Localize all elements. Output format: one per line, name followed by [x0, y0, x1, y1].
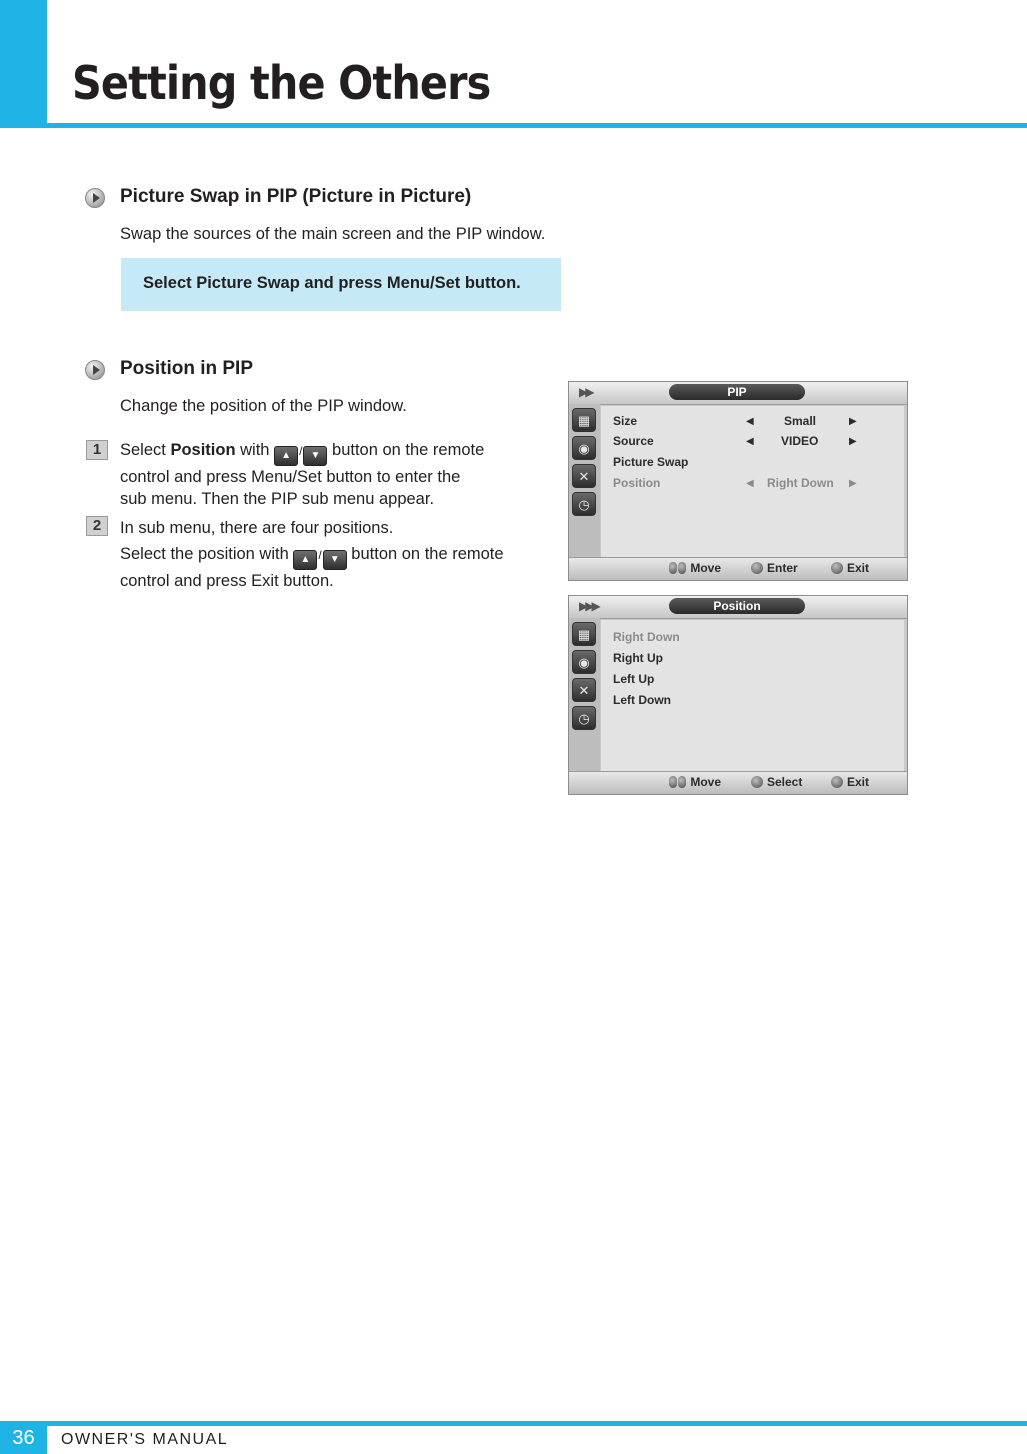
osd-content-panel	[601, 620, 904, 772]
enter-button-icon	[751, 562, 763, 574]
position-osd-menu	[568, 595, 908, 795]
down-arrow-key-icon: ▼	[323, 550, 347, 570]
step-number-2: 2	[86, 516, 108, 536]
step-1-line-2: control and press Menu/Set button to enter the	[120, 468, 461, 486]
up-arrow-key-icon: ▲	[274, 446, 298, 466]
osd-hint-move: Move	[669, 561, 721, 575]
step-1-line-3: sub menu. Then the PIP sub menu appear.	[120, 490, 435, 508]
osd-value-source: VIDEO	[781, 434, 819, 448]
step-1-line-1: Select Position with ▲ / ▼ button on the remote	[120, 439, 520, 466]
osd-title-bar	[569, 596, 907, 619]
left-arrow-icon: ◀	[746, 436, 754, 447]
osd-item-left-down[interactable]: Left Down	[613, 693, 671, 707]
up-down-button-icon	[669, 776, 677, 788]
section-bullet-icon	[85, 188, 105, 208]
osd-item-right-up[interactable]: Right Up	[613, 651, 663, 665]
header-accent-bar	[0, 0, 47, 124]
up-down-button-icon	[669, 562, 677, 574]
left-arrow-icon: ◀	[746, 478, 754, 489]
page-number: 36	[12, 1427, 35, 1449]
sound-menu-icon[interactable]: ◉	[572, 650, 596, 674]
osd-hint-exit: Exit	[831, 775, 869, 789]
osd-item-source[interactable]: Source	[613, 434, 654, 448]
right-arrow-icon: ▶	[849, 416, 857, 427]
right-arrow-icon: ▶	[849, 478, 857, 489]
osd-hint-bar	[569, 557, 907, 580]
tools-menu-icon[interactable]: ✕	[572, 464, 596, 488]
osd-item-left-up[interactable]: Left Up	[613, 672, 655, 686]
double-chevron-icon: ▶▶	[579, 385, 592, 399]
picture-menu-icon[interactable]: ▦	[572, 622, 596, 646]
step-2-text	[120, 517, 530, 592]
pip-osd-menu	[568, 381, 908, 581]
step-2-line-3: control and press Exit button.	[120, 572, 334, 590]
osd-hint-bar	[569, 771, 907, 794]
left-arrow-icon: ◀	[746, 416, 754, 427]
select-button-icon	[751, 776, 763, 788]
osd-title: Position	[669, 598, 805, 614]
picture-swap-description: Swap the sources of the main screen and the PIP window.	[120, 225, 546, 243]
up-down-button-icon	[678, 562, 686, 574]
up-arrow-key-icon: ▲	[293, 550, 317, 570]
down-arrow-key-icon: ▼	[303, 446, 327, 466]
section-heading-position: Position in PIP	[120, 358, 254, 379]
triple-chevron-icon: ▶▶▶	[579, 599, 598, 613]
footer-rule	[0, 1421, 1027, 1426]
osd-title-bar	[569, 382, 907, 405]
right-arrow-icon: ▶	[849, 436, 857, 447]
osd-sidebar	[569, 618, 600, 772]
header-rule	[0, 123, 1027, 128]
step-2-line-1: In sub menu, there are four positions.	[120, 519, 394, 537]
section-bullet-icon	[85, 360, 105, 380]
osd-hint-move: Move	[669, 775, 721, 789]
exit-button-icon	[831, 776, 843, 788]
exit-button-icon	[831, 562, 843, 574]
osd-item-picture-swap[interactable]: Picture Swap	[613, 455, 689, 469]
step-1-keyword: Position	[170, 441, 236, 459]
position-description: Change the position of the PIP window.	[120, 397, 407, 415]
osd-sidebar	[569, 404, 600, 558]
tools-menu-icon[interactable]: ✕	[572, 678, 596, 702]
osd-title: PIP	[669, 384, 805, 400]
time-menu-icon[interactable]: ◷	[572, 492, 596, 516]
osd-item-size[interactable]: Size	[613, 414, 638, 428]
osd-hint-select: Select	[751, 775, 802, 789]
osd-value-size: Small	[784, 414, 817, 428]
time-menu-icon[interactable]: ◷	[572, 706, 596, 730]
osd-value-position: Right Down	[767, 476, 834, 490]
step-number-1: 1	[86, 440, 108, 460]
picture-menu-icon[interactable]: ▦	[572, 408, 596, 432]
picture-swap-instruction: Select Picture Swap and press Menu/Set button.	[121, 258, 561, 311]
osd-hint-exit: Exit	[831, 561, 869, 575]
section-heading-picture-swap: Picture Swap in PIP (Picture in Picture)	[120, 186, 472, 207]
osd-content-panel	[601, 406, 904, 558]
osd-item-position[interactable]: Position	[613, 476, 661, 490]
up-down-button-icon	[678, 776, 686, 788]
osd-item-right-down[interactable]: Right Down	[613, 630, 680, 644]
step-1-text	[120, 439, 520, 510]
sound-menu-icon[interactable]: ◉	[572, 436, 596, 460]
step-2-line-2: Select the position with ▲ / ▼ button on the remote	[120, 543, 530, 570]
footer-label: OWNER'S MANUAL	[61, 1431, 229, 1448]
page-title: Setting the Others	[72, 56, 491, 110]
osd-hint-enter: Enter	[751, 561, 798, 575]
